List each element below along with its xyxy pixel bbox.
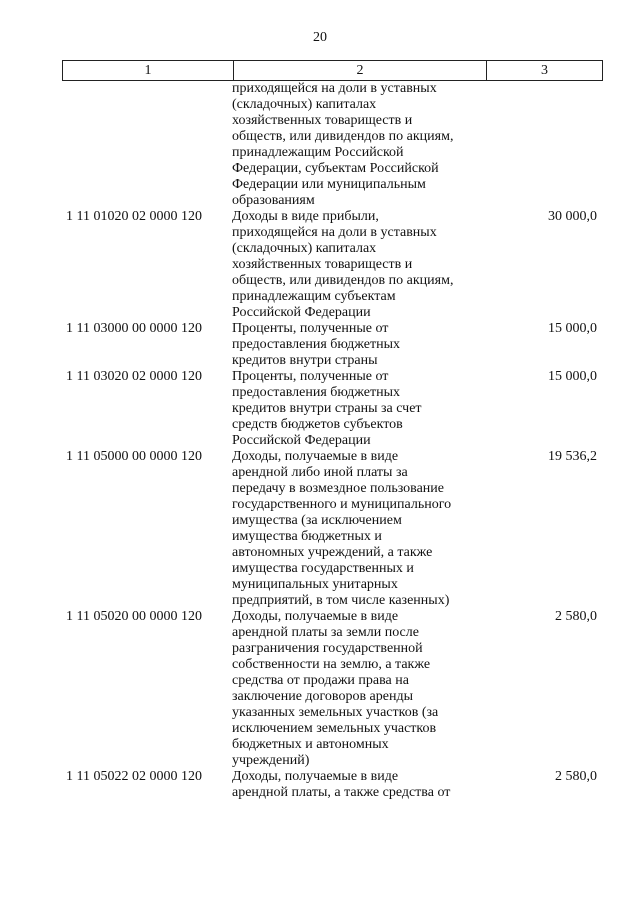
row-code: 1 11 01020 02 0000 120 — [66, 209, 202, 224]
header-col-name: 2 — [234, 61, 487, 81]
table-row — [62, 209, 603, 321]
row-name: Доходы, получаемые в виде арендной платы, а также средства от — [232, 769, 451, 800]
table-row — [62, 321, 603, 369]
table-row — [62, 449, 603, 609]
header-col-amount: 3 — [487, 61, 603, 81]
row-name: Проценты, полученные от предоставления бюджетных кредитов внутри страны за счет средств бюджетов субъектов Российской Федерации — [232, 369, 422, 448]
table-header-row — [63, 61, 603, 81]
row-amount: 19 536,2 — [548, 449, 597, 464]
table-row — [62, 81, 603, 209]
row-name: Проценты, полученные от предоставления бюджетных кредитов внутри страны — [232, 321, 400, 368]
row-name: приходящейся на доли в уставных (складочных) капиталах хозяйственных товариществ и обществ, или дивидендов по акциям, принадлежащим Российской Федерации, субъектам Российской Федерации или муниципальным образованиям — [232, 81, 454, 208]
row-code: 1 11 03020 02 0000 120 — [66, 369, 202, 384]
page-number: 20 — [313, 30, 327, 45]
table-body — [62, 81, 603, 801]
row-name: Доходы, получаемые в виде арендной либо иной платы за передачу в возмездное пользование государственного и муниципального имущества (за исключением имущества бюджетных и автономных учреждений, а также имущества государственных и муниципальных унитарных предприятий, в том числе казенных) — [232, 449, 452, 608]
table-row — [62, 769, 603, 801]
table-row — [62, 369, 603, 449]
table-header — [62, 60, 603, 81]
row-name: Доходы, получаемые в виде арендной платы за земли после разграничения государственной собственности на землю, а также средства от продажи права на заключение договоров аренды указанных земельных участков (за исключением земельных участков бюджетных и автономных учреждений) — [232, 609, 439, 768]
row-amount: 2 580,0 — [555, 769, 597, 784]
row-code: 1 11 05022 02 0000 120 — [66, 769, 202, 784]
table-row — [62, 609, 603, 769]
row-amount: 15 000,0 — [548, 369, 597, 384]
row-amount: 2 580,0 — [555, 609, 597, 624]
header-col-code: 1 — [63, 61, 234, 81]
row-amount: 30 000,0 — [548, 209, 597, 224]
row-code: 1 11 05000 00 0000 120 — [66, 449, 202, 464]
row-code: 1 11 05020 00 0000 120 — [66, 609, 202, 624]
row-code: 1 11 03000 00 0000 120 — [66, 321, 202, 336]
row-amount: 15 000,0 — [548, 321, 597, 336]
row-name: Доходы в виде прибыли, приходящейся на доли в уставных (складочных) капиталах хозяйственных товариществ и обществ, или дивидендов по акциям, принадлежащим субъектам Российской Федерации — [232, 209, 454, 320]
